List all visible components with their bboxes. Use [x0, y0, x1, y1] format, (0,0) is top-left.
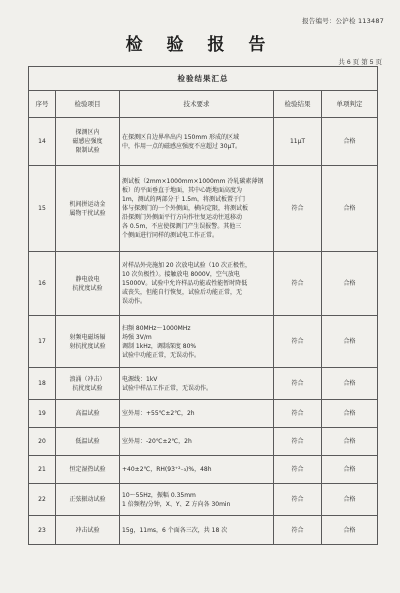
test-result: 符合: [274, 516, 322, 545]
test-result: 符合: [274, 428, 322, 456]
requirement-line: 测试板（2mm×1000mm×1000mm 冷轧碳素薄钢: [122, 178, 264, 185]
requirement-line: 15000V。试验中允许样品功能或性能暂时降低: [122, 280, 248, 287]
row-number: 18: [29, 368, 56, 400]
item-judgement: 合格: [322, 316, 378, 368]
row-number: 17: [29, 316, 56, 368]
table-row: [29, 368, 378, 400]
requirement-line: 个侧面进行同样的测试电工作正常。: [122, 232, 219, 239]
test-result: 符合: [274, 368, 322, 400]
test-item-line: 静电放电: [75, 275, 100, 283]
test-item-line: 限制试验: [75, 147, 100, 154]
report-title: 检 验 报 告: [125, 35, 275, 55]
test-item-line: 射频电磁场辐: [69, 333, 106, 341]
row-number: 21: [29, 456, 56, 484]
test-item: [56, 400, 120, 428]
requirement-line: 场强 3V/m: [122, 333, 152, 341]
report-number-label: 报告编号：: [302, 17, 336, 25]
requirement-line: 在探测区自边界串出内 150mm 形成的区域: [122, 133, 239, 141]
test-item-line: 属物干扰试验: [69, 209, 106, 217]
test-item: [56, 118, 120, 166]
table-row: [29, 484, 378, 516]
item-judgement: 合格: [322, 484, 378, 516]
col-header-no: 序号: [29, 91, 56, 118]
table-row: [29, 516, 378, 545]
technical-requirement: [120, 484, 274, 516]
requirement-line: 1m，测试的两部分于 1.5m，将测试板置于门: [122, 196, 245, 203]
technical-requirement: [120, 316, 274, 368]
col-header-result: 检验结果: [274, 91, 322, 118]
page-total-prefix: 共: [338, 58, 345, 66]
technical-requirement: [120, 428, 274, 456]
requirement-line: 室外用：-20℃±2℃，2h: [122, 438, 192, 445]
page-current: 5: [369, 59, 374, 66]
results-table: [28, 66, 378, 545]
requirement-line: 体与探测门的一个外侧面，横向定限，将测试板: [122, 205, 249, 212]
table-row: [29, 252, 378, 316]
test-item-line: 磁感应强度: [72, 138, 103, 145]
test-item-line: 抗扰度试验: [72, 284, 103, 292]
test-item-line: 正弦振动试验: [69, 496, 106, 503]
test-item: [56, 484, 120, 516]
requirement-line: 误动作。: [122, 298, 147, 305]
item-judgement: 合格: [322, 166, 378, 252]
requirement-line: 或丧失，但能自行恢复，试验后功能正常，无: [122, 289, 243, 296]
row-number: 23: [29, 516, 56, 545]
report-number: [302, 16, 384, 25]
row-number: 14: [29, 118, 56, 166]
page-indicator: [338, 57, 382, 66]
test-item-line: 冲击试验: [75, 526, 100, 534]
requirement-line: 1 倍频程/分钟，X、Y、Z 方向各 30min: [122, 500, 231, 508]
requirement-line: 10 次负极性）。接触放电 8000V，空气放电: [122, 271, 240, 278]
test-result: 符合: [274, 166, 322, 252]
item-judgement: 合格: [322, 456, 378, 484]
test-item-line: 浪涌（冲击）: [69, 375, 106, 383]
test-item-line: 高温试验: [75, 410, 100, 417]
item-judgement: 合格: [322, 368, 378, 400]
test-item-line: 恒定湿热试验: [69, 466, 106, 473]
test-item-line: 低温试验: [75, 438, 100, 445]
technical-requirement: [120, 252, 274, 316]
test-item: [56, 456, 120, 484]
test-item: [56, 316, 120, 368]
row-number: 19: [29, 400, 56, 428]
item-judgement: 合格: [322, 252, 378, 316]
test-result: 符合: [274, 252, 322, 316]
requirement-line: 室外用：+55℃±2℃，2h: [122, 410, 195, 417]
page-suffix: 页: [375, 58, 382, 66]
test-item-line: 探测区内: [75, 129, 100, 136]
requirement-line: 15g，11ms，6 个面各三次，共 18 次: [122, 526, 228, 534]
test-result: 符合: [274, 484, 322, 516]
item-judgement: 合格: [322, 428, 378, 456]
test-item: [56, 368, 120, 400]
table-row: [29, 118, 378, 166]
test-result: 符合: [274, 456, 322, 484]
test-item: [56, 166, 120, 252]
col-header-item: 检验项目: [56, 91, 120, 118]
item-judgement: 合格: [322, 516, 378, 545]
col-header-judgement: 单项判定: [322, 91, 378, 118]
summary-title: 检验结果汇总: [29, 67, 378, 91]
test-item-line: 射抗扰度试验: [69, 342, 106, 350]
requirement-line: 调制 1kHz，调制深度 80%: [122, 342, 197, 350]
test-result: 符合: [274, 400, 322, 428]
requirement-line: 试验中样品工作正常，无误动作。: [122, 384, 213, 392]
table-row: [29, 400, 378, 428]
item-judgement: 合格: [322, 118, 378, 166]
row-number: 20: [29, 428, 56, 456]
technical-requirement: [120, 456, 274, 484]
requirement-line: 沿探测门外侧面平行方向作往复运动往返移动: [122, 214, 243, 221]
requirement-line: 中，作用一点的磁感应强度不应超过 30μT。: [122, 142, 242, 150]
row-number: 16: [29, 252, 56, 316]
table-row: [29, 316, 378, 368]
item-judgement: 合格: [322, 400, 378, 428]
test-item-line: 机间拼运动金: [69, 200, 106, 208]
row-number: 22: [29, 484, 56, 516]
requirement-line: 10～55Hz，振幅 0.35mm: [122, 491, 196, 499]
test-item: [56, 428, 120, 456]
requirement-line: +40±2℃，RH(93⁺²₋₃)%，48h: [122, 466, 212, 473]
requirement-line: 对样品外壳施加 20 次放电试验（10 次正极性，: [122, 262, 251, 269]
technical-requirement: [120, 400, 274, 428]
test-item-line: 抗扰度试验: [72, 384, 103, 392]
requirement-line: 各 0.5m，不应使探测门产生误报警。其他三: [122, 223, 242, 230]
test-item: [56, 252, 120, 316]
table-row: [29, 456, 378, 484]
page-total: 6: [346, 59, 351, 66]
table-row: [29, 428, 378, 456]
requirement-line: 板）的平面垂直于地面，其中心距地面高度为: [122, 187, 243, 194]
requirement-line: 电源线：1kV: [122, 375, 158, 383]
test-item: [56, 516, 120, 545]
test-result: 11μT: [274, 118, 322, 166]
test-result: 符合: [274, 316, 322, 368]
requirement-line: 扫频 80MHz～1000MHz: [122, 324, 191, 332]
report-number-value: 公沪检 113487: [335, 17, 384, 25]
technical-requirement: [120, 166, 274, 252]
row-number: 15: [29, 166, 56, 252]
technical-requirement: [120, 118, 274, 166]
requirement-line: 试验中功能正常，无误动作。: [122, 351, 201, 359]
technical-requirement: [120, 368, 274, 400]
technical-requirement: [120, 516, 274, 545]
col-header-requirement: 技术要求: [120, 91, 274, 118]
page-mid-text: 页 第: [352, 58, 368, 66]
table-row: [29, 166, 378, 252]
